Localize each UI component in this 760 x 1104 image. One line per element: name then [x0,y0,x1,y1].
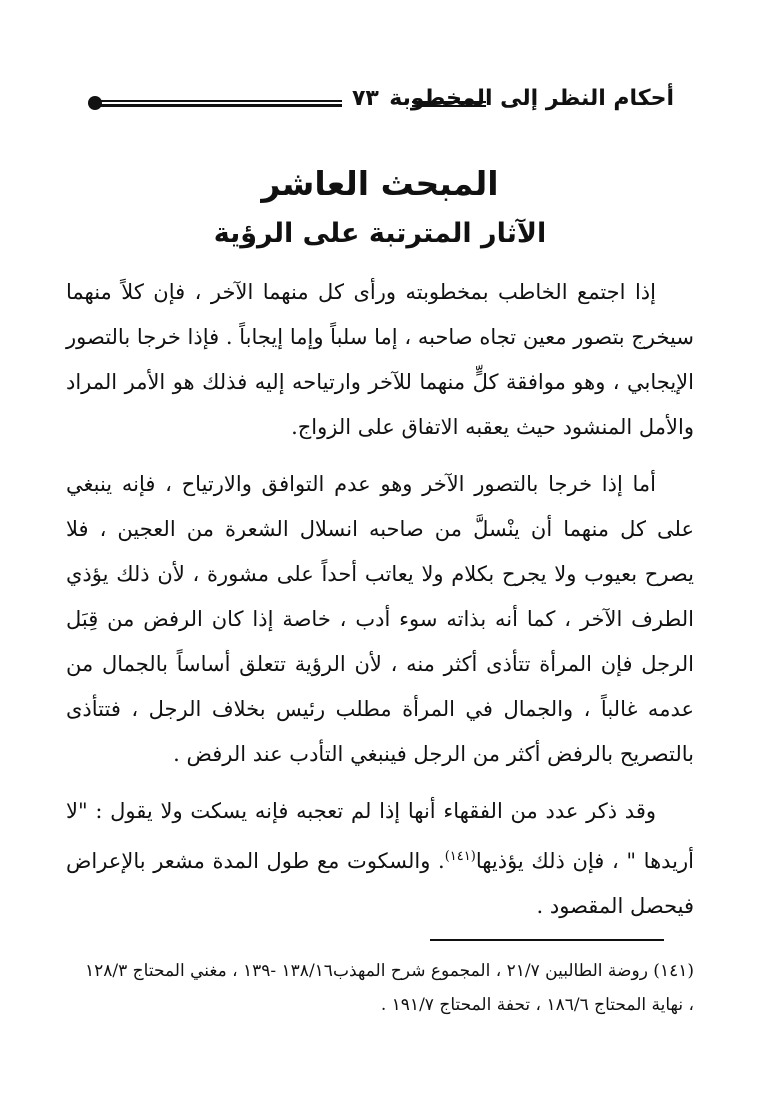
paragraph-2: أما إذا خرجا بالتصور الآخر وهو عدم التوافق والارتياح ، فإنه ينبغي على كل منهما أن ينْسلَّ من صاحبه انسلال الشعرة من العجين ، فلا يصرح بعيوب ولا يجرح بكلام ولا يعاتب أحداً على مشورة ، لأن ذلك يؤذي الطرف الآخر ، كما أنه بذاته سوء أدب ، خاصة إذا كان الرفض من قِبَل الرجل فإن المرأة تتأذى أكثر منه ، لأن الرؤية تتعلق أساساً بالجمال من عدمه غالباً ، والجمال في المرأة مطلب رئيس بخلاف الرجل ، فتتأذى بالتصريح بالرفض أكثر من الرجل فينبغي التأدب عند الرفض . [66,472,694,766]
paragraph-3-text: وقد ذكر عدد من الفقهاء أنها إذا لم تعجبه فإنه يسكت ولا يقول : "لا أريدها " ، فإن ذلك يؤذيها [66,799,694,873]
header-rule-short [412,101,486,107]
chapter-title: المبحث العاشر [261,164,499,203]
footnote-line-1: (١٤١) روضة الطالبين ٢١/٧ ، المجموع شرح المهذب١٣٨/١٦ -١٣٩ ، مغني المحتاج ١٢٨/٣ [85,961,694,981]
body-text [66,270,694,929]
footnotes [76,954,694,1022]
running-title: أحكام النظر إلى المخطوبة [389,86,674,111]
header-rule-long [96,100,342,107]
page-header [0,84,760,124]
page-number: ٧٣ [352,86,379,111]
footnote-separator [430,939,664,941]
footnote-line-2: ، نهاية المحتاج ١٨٦/٦ ، تحفة المحتاج ١٩١/٧ . [380,995,694,1015]
paragraph-3 [66,789,694,929]
header-rule-dot [88,96,102,110]
paragraph-3-text-end: . والسكوت مع طول المدة مشعر بالإعراض فيحصل المقصود . [66,849,694,918]
paragraph-1: إذا اجتمع الخاطب بمخطوبته ورأى كل منهما الآخر ، فإن كلاً منهما سيخرج بتصور معين تجاه صاحبه ، إما سلباً وإما إيجاباً . فإذا خرجا بالتصور الإيجابي ، وهو موافقة كلٍّ منهما للآخر وارتياحه إليه فذلك هو الأمر المراد والأمل المنشود حيث يعقبه الاتفاق على الزواج. [66,280,694,439]
section-subtitle: الآثار المترتبة على الرؤية [213,218,547,249]
footnote-reference[interactable]: (١٤١) [444,849,476,864]
